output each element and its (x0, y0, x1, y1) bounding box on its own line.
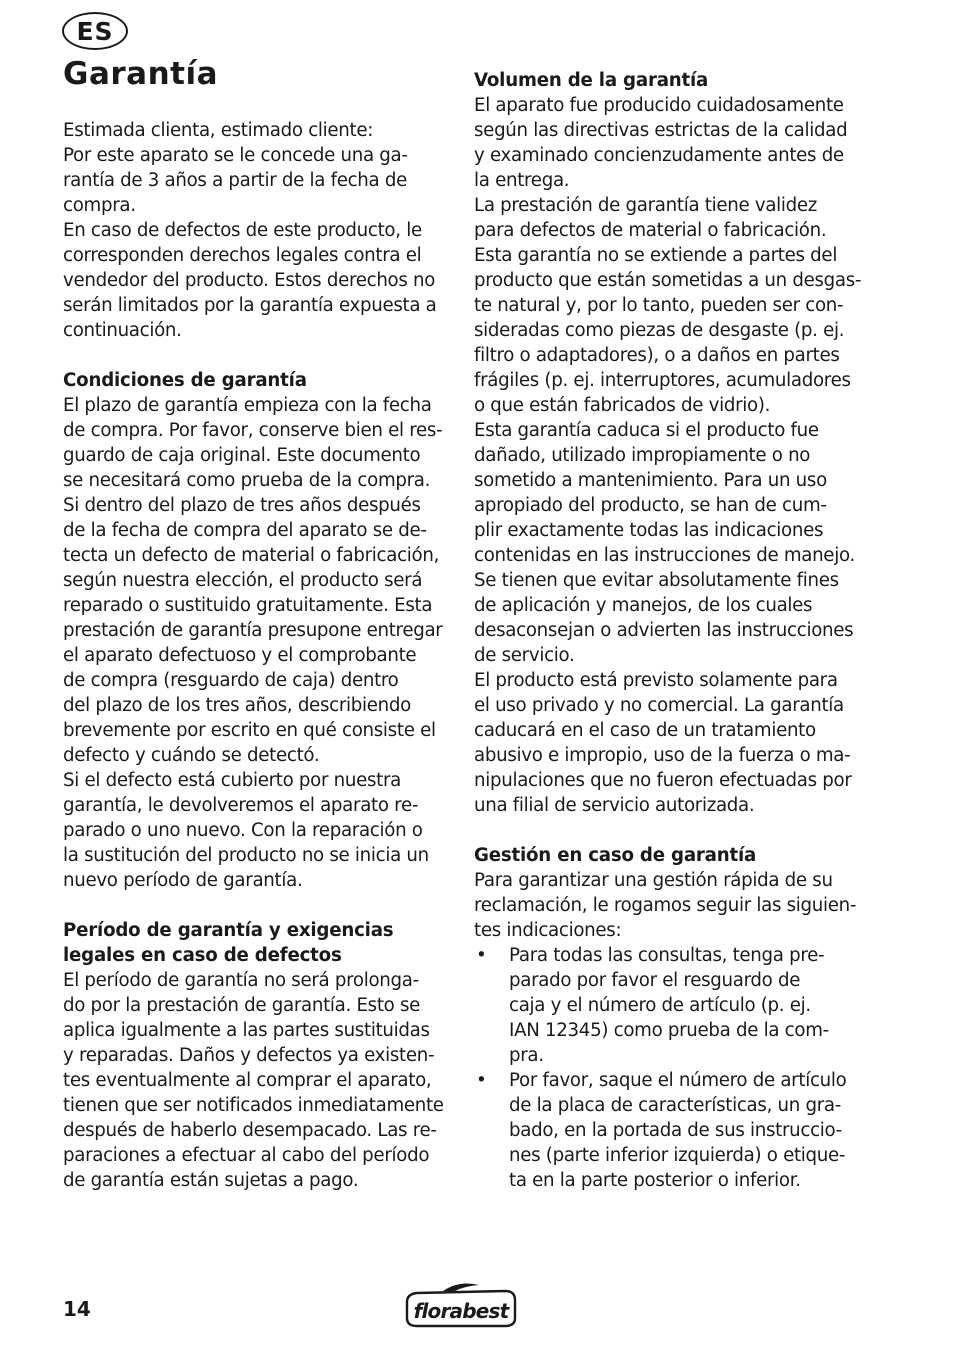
text-line: de aplicación y manejos, de los cuales (474, 595, 813, 616)
text-line: frágiles (p. ej. interruptores, acumuladores (474, 370, 851, 391)
text-line: o que están fabricados de vidrio). (474, 395, 771, 416)
text-line: brevemente por escrito en qué consiste el (63, 720, 436, 741)
text-line: ta en la parte posterior o inferior. (509, 1170, 801, 1191)
text-line: Por favor, saque el número de artículo (509, 1070, 847, 1091)
leaf-icon (443, 1283, 479, 1291)
handling-heading: Gestión en caso de garantía (474, 845, 757, 866)
text-line: vendedor del producto. Estos derechos no (63, 270, 436, 291)
text-line: una filial de servicio autorizada. (474, 795, 755, 816)
text-line: la entrega. (474, 170, 570, 191)
florabest-logo (405, 1280, 517, 1328)
text-line: la sustitución del producto no se inicia un (63, 845, 429, 866)
text-line: Se tienen que evitar absolutamente fines (474, 570, 839, 591)
text-line: reclamación, le rogamos seguir las siguien- (474, 895, 857, 916)
bullet-marker: • (476, 1070, 487, 1091)
handling-bullet-list (474, 943, 869, 1193)
text-line: La prestación de garantía tiene validez (474, 195, 818, 216)
text-line: el aparato defectuoso y el comprobante (63, 645, 417, 666)
text-line: Estimada clienta, estimado cliente: (63, 120, 374, 141)
text-line: plir exactamente todas las indicaciones (474, 520, 824, 541)
text-line: tes eventualmente al comprar el aparato, (63, 1070, 432, 1091)
page-title: Garantía (63, 56, 219, 92)
text-line: rantía de 3 años a partir de la fecha de (63, 170, 407, 191)
text-line: te natural y, por lo tanto, pueden ser con- (474, 295, 844, 316)
text-line: de servicio. (474, 645, 575, 666)
text-line: El período de garantía no será prolonga- (63, 970, 419, 991)
text-line: nes (parte inferior izquierda) o etique- (509, 1145, 846, 1166)
text-line: caducará en el caso de un tratamiento (474, 720, 816, 741)
heading-line: Período de garantía y exigencias (63, 920, 394, 941)
text-line: pra. (509, 1045, 544, 1066)
text-line: Si dentro del plazo de tres años después (63, 495, 421, 516)
text-line: producto que están sometidas a un desgas- (474, 270, 862, 291)
text-line: caja y el número de artículo (p. ej. (509, 995, 811, 1016)
right-column (474, 68, 869, 1193)
list-item (474, 1068, 869, 1193)
scope-heading: Volumen de la garantía (474, 70, 709, 91)
period-heading (63, 918, 453, 968)
text-line: el uso privado y no comercial. La garantía (474, 695, 844, 716)
text-line: para defectos de material o fabricación. (474, 220, 827, 241)
text-line: se necesitará como prueba de la compra. (63, 470, 431, 491)
bullet-marker: • (476, 945, 487, 966)
text-line: nipulaciones que no fueron efectuadas por (474, 770, 852, 791)
text-line: tecta un defecto de material o fabricación, (63, 545, 440, 566)
text-line: desaconsejan o advierten las instrucciones (474, 620, 854, 641)
text-line: y examinado concienzudamente antes de (474, 145, 844, 166)
text-line: después de haberlo desempacado. Las re- (63, 1120, 437, 1141)
text-line: Para garantizar una gestión rápida de su (474, 870, 833, 891)
text-line: contenidas en las instrucciones de manejo. (474, 545, 855, 566)
text-line: según nuestra elección, el producto será (63, 570, 423, 591)
conditions-paragraph (63, 393, 453, 893)
text-line: Por este aparato se le concede una ga- (63, 145, 408, 166)
conditions-heading: Condiciones de garantía (63, 370, 307, 391)
text-line: según las directivas estrictas de la calidad (474, 120, 848, 141)
text-line: de la fecha de compra del aparato se de- (63, 520, 427, 541)
text-line: filtro o adaptadores), o a daños en partes (474, 345, 840, 366)
text-line: paraciones a efectuar al cabo del período (63, 1145, 430, 1166)
text-line: sideradas como piezas de desgaste (p. ej. (474, 320, 845, 341)
text-line: Esta garantía no se extiende a partes del (474, 245, 838, 266)
intro-paragraph (63, 118, 453, 343)
list-item (474, 943, 869, 1068)
left-column (63, 118, 453, 1193)
text-line: Para todas las consultas, tenga pre- (509, 945, 825, 966)
text-line: abusivo e impropio, uso de la fuerza o ma- (474, 745, 851, 766)
text-line: tes indicaciones: (474, 920, 622, 941)
text-line: aplica igualmente a las partes sustituidas (63, 1020, 430, 1041)
text-line: guardo de caja original. Este documento (63, 445, 421, 466)
text-line: Esta garantía caduca si el producto fue (474, 420, 819, 441)
text-line: bado, en la portada de sus instruccio- (509, 1120, 842, 1141)
text-line: prestación de garantía presupone entregar (63, 620, 443, 641)
handling-paragraph (474, 868, 869, 943)
text-line: En caso de defectos de este producto, le (63, 220, 422, 241)
text-line: reparado o sustituido gratuitamente. Esta (63, 595, 433, 616)
text-line: sometido a mantenimiento. Para un uso (474, 470, 827, 491)
text-line: Si el defecto está cubierto por nuestra (63, 770, 402, 791)
text-line: dañado, utilizado impropiamente o no (474, 445, 811, 466)
text-line: parado o uno nuevo. Con la reparación o (63, 820, 423, 841)
text-line: de la placa de características, un gra- (509, 1095, 842, 1116)
text-line: parado por favor el resguardo de (509, 970, 801, 991)
text-line: serán limitados por la garantía expuesta a (63, 295, 437, 316)
text-line: apropiado del producto, se han de cum- (474, 495, 827, 516)
text-line: compra. (63, 195, 136, 216)
text-line: garantía, le devolveremos el aparato re- (63, 795, 419, 816)
text-line: de garantía están sujetas a pago. (63, 1170, 359, 1191)
text-line: nuevo período de garantía. (63, 870, 303, 891)
logo-text: florabest (413, 1299, 509, 1323)
text-line: defecto y cuándo se detectó. (63, 745, 320, 766)
text-line: del plazo de los tres años, describiendo (63, 695, 411, 716)
text-line: continuación. (63, 320, 182, 341)
heading-line: legales en caso de defectos (63, 945, 342, 966)
text-line: El aparato fue producido cuidadosamente (474, 95, 844, 116)
text-line: El plazo de garantía empieza con la fecha (63, 395, 432, 416)
page-number: 14 (63, 1297, 91, 1321)
text-line: IAN 12345) como prueba de la com- (509, 1020, 829, 1041)
language-badge (62, 12, 128, 50)
language-code: ES (76, 16, 114, 46)
period-paragraph (63, 968, 453, 1193)
text-line: de compra (resguardo de caja) dentro (63, 670, 399, 691)
scope-paragraph (474, 93, 869, 818)
text-line: tienen que ser notificados inmediatamente (63, 1095, 444, 1116)
text-line: corresponden derechos legales contra el (63, 245, 422, 266)
text-line: de compra. Por favor, conserve bien el res- (63, 420, 443, 441)
text-line: El producto está previsto solamente para (474, 670, 838, 691)
text-line: y reparadas. Daños y defectos ya existen- (63, 1045, 435, 1066)
text-line: do por la prestación de garantía. Esto se (63, 995, 421, 1016)
